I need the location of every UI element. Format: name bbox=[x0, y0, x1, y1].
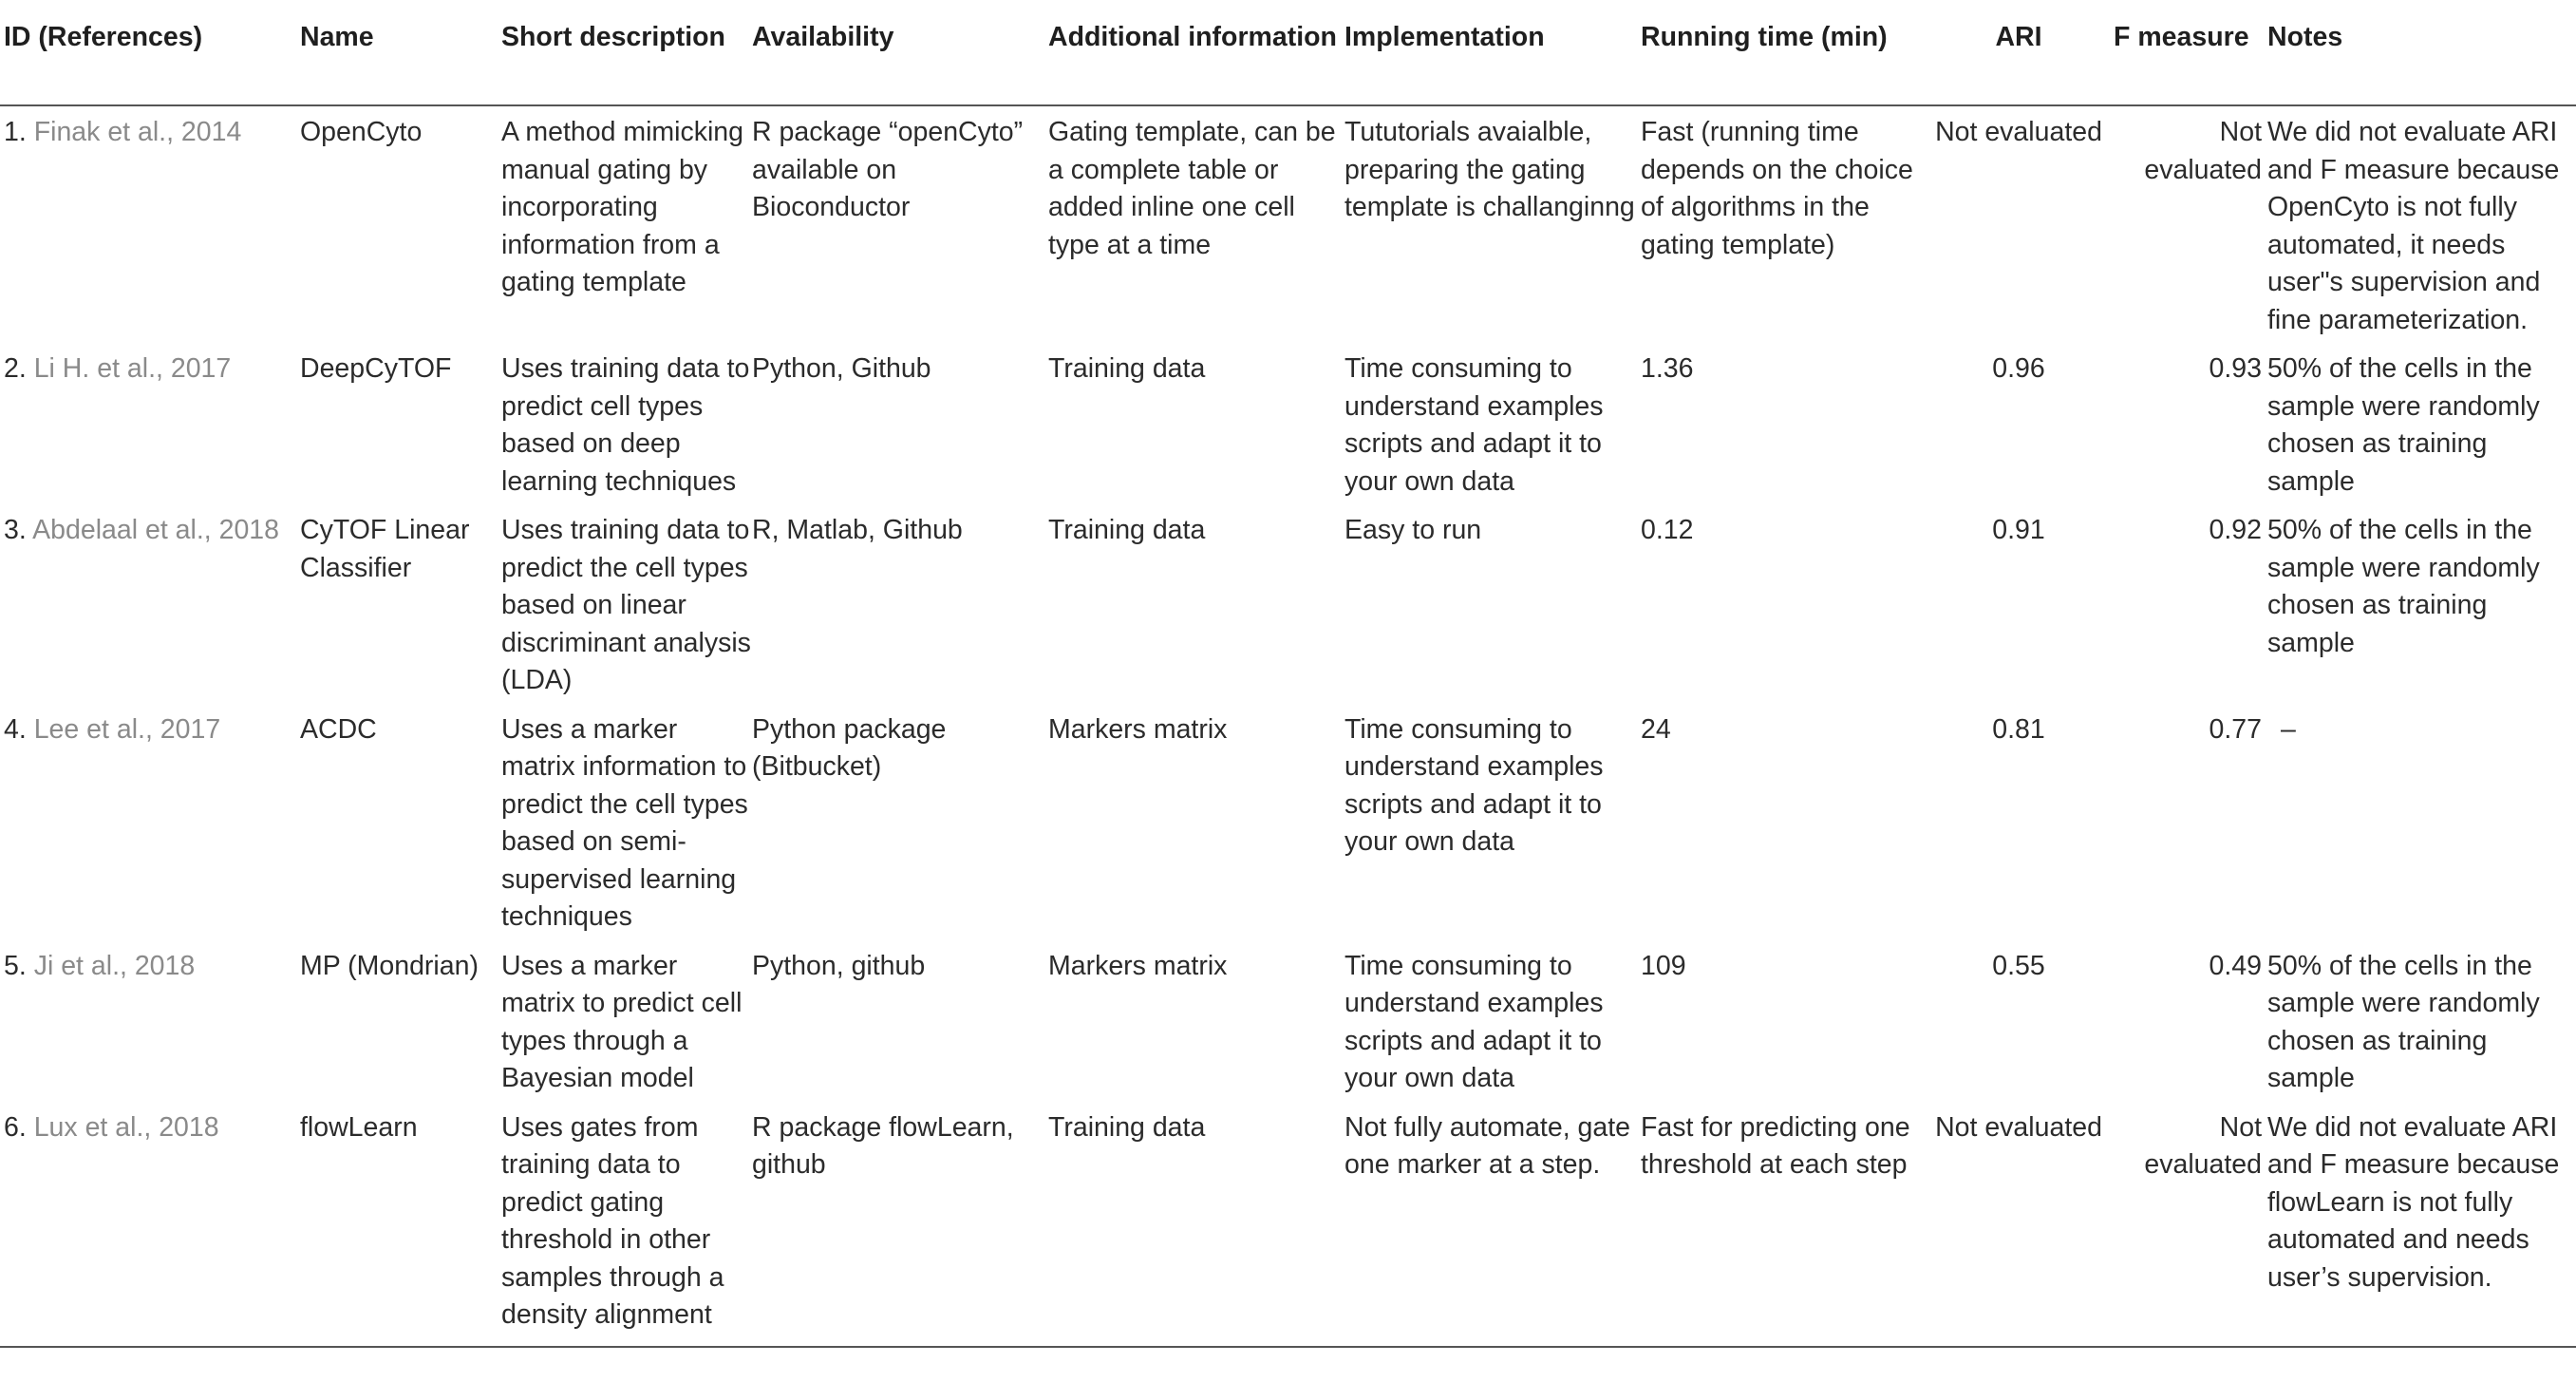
cell-ari: Not evaluated bbox=[1935, 1111, 2102, 1143]
cell-implementation: Time consuming to understand examples scripts and adapt it to your own data bbox=[1344, 950, 1604, 1093]
cell-id bbox=[0, 940, 300, 1102]
header-ari: ARI bbox=[1995, 22, 2042, 52]
row-number: 5. bbox=[4, 950, 27, 981]
header-short-description: Short description bbox=[501, 22, 725, 52]
cell-name: DeepCyTOF bbox=[300, 353, 452, 384]
cell-short-description: Uses a marker matrix to predict cell types through a Bayesian model bbox=[501, 950, 743, 1093]
cell-additional-information: Training data bbox=[1048, 1111, 1206, 1143]
cell-additional-information: Training data bbox=[1048, 353, 1206, 384]
header-additional-information: Additional information bbox=[1048, 22, 1337, 52]
table-row bbox=[0, 940, 2576, 1102]
table-header-row bbox=[0, 0, 2576, 105]
cell-availability: Python, github bbox=[752, 950, 926, 981]
cell-additional-information: Markers matrix bbox=[1048, 713, 1228, 745]
cell-short-description: Uses training data to predict the cell types based on linear discriminant analysis (LDA) bbox=[501, 515, 751, 695]
reference-link[interactable]: Finak et al., 2014 bbox=[33, 117, 242, 147]
cell-running-time: 24 bbox=[1641, 713, 1671, 745]
cell-notes: We did not evaluate ARI and F measure because flowLearn is not fully automated and needs user’s supervision. bbox=[2267, 1111, 2560, 1293]
cell-running-time: 1.36 bbox=[1641, 353, 1694, 384]
row-number: 1. bbox=[4, 117, 27, 147]
cell-running-time: 0.12 bbox=[1641, 515, 1694, 545]
cell-notes: 50% of the cells in the sample were randomly chosen as training sample bbox=[2267, 515, 2540, 658]
header-f-measure: F measure bbox=[2114, 22, 2249, 52]
cell-running-time: Fast (running time depends on the choice of algorithms in the gating template) bbox=[1641, 117, 1913, 260]
table-row bbox=[0, 1102, 2576, 1347]
cell-additional-information: Training data bbox=[1048, 515, 1206, 545]
cell-ari: Not evaluated bbox=[1935, 117, 2102, 147]
cell-additional-information: Gating template, can be a complete table or added inline one cell type at a time bbox=[1048, 117, 1336, 260]
cell-id bbox=[0, 343, 300, 504]
cell-notes: 50% of the cells in the sample were randomly chosen as training sample bbox=[2267, 353, 2540, 497]
cell-notes: We did not evaluate ARI and F measure because OpenCyto is not fully automated, it needs user"s supervision and fine parameterization. bbox=[2267, 117, 2560, 335]
cell-implementation: Tututorials avaialble, preparing the gating template is challanginng bbox=[1344, 117, 1635, 222]
cell-id bbox=[0, 105, 300, 343]
cell-f-measure: Not evaluated bbox=[2144, 117, 2262, 185]
cell-short-description: Uses a marker matrix information to predict the cell types based on semi-supervised learning techniques bbox=[501, 713, 748, 932]
cell-availability: R package flowLearn, github bbox=[752, 1111, 1014, 1180]
cell-f-measure: 0.93 bbox=[2209, 353, 2262, 384]
cell-name: CyTOF Linear Classifier bbox=[300, 515, 470, 583]
cell-short-description: Uses gates from training data to predict gating threshold in other samples through a density alignment bbox=[501, 1111, 724, 1330]
cell-implementation: Easy to run bbox=[1344, 515, 1482, 545]
cell-name: ACDC bbox=[300, 713, 377, 745]
cell-name: MP (Mondrian) bbox=[300, 950, 479, 981]
cell-name: OpenCyto bbox=[300, 117, 423, 147]
cell-id bbox=[0, 704, 300, 940]
cell-notes: 50% of the cells in the sample were randomly chosen as training sample bbox=[2267, 950, 2540, 1093]
reference-link[interactable]: Li H. et al., 2017 bbox=[33, 353, 232, 384]
cell-name: flowLearn bbox=[300, 1111, 418, 1143]
cell-ari: 0.81 bbox=[1992, 713, 2045, 745]
reference-link[interactable]: Ji et al., 2018 bbox=[33, 950, 196, 981]
reference-link[interactable]: Lee et al., 2017 bbox=[33, 713, 221, 745]
table-row bbox=[0, 704, 2576, 940]
cell-id bbox=[0, 504, 300, 704]
cell-ari: 0.91 bbox=[1992, 515, 2045, 545]
cell-availability: R package “openCyto” available on Bioconductor bbox=[752, 117, 1024, 222]
header-implementation: Implementation bbox=[1344, 22, 1545, 52]
table-row bbox=[0, 343, 2576, 504]
cell-availability: Python, Github bbox=[752, 353, 931, 384]
header-running-time: Running time (min) bbox=[1641, 22, 1888, 52]
row-number: 4. bbox=[4, 713, 27, 745]
cell-f-measure: Not evaluated bbox=[2144, 1111, 2262, 1180]
cell-f-measure: 0.92 bbox=[2209, 515, 2262, 545]
table-row bbox=[0, 504, 2576, 704]
cell-ari: 0.96 bbox=[1992, 353, 2045, 384]
cell-availability: Python package (Bitbucket) bbox=[752, 713, 947, 782]
cell-id bbox=[0, 1102, 300, 1347]
cell-availability: R, Matlab, Github bbox=[752, 515, 963, 545]
cell-additional-information: Markers matrix bbox=[1048, 950, 1228, 981]
cell-f-measure: 0.49 bbox=[2209, 950, 2262, 981]
header-id: ID (References) bbox=[4, 22, 203, 52]
row-number: 3. bbox=[4, 515, 27, 545]
cell-implementation: Time consuming to understand examples scripts and adapt it to your own data bbox=[1344, 353, 1604, 497]
cell-short-description: A method mimicking manual gating by incorporating information from a gating template bbox=[501, 117, 744, 297]
row-number: 2. bbox=[4, 353, 27, 384]
header-availability: Availability bbox=[752, 22, 894, 52]
reference-link[interactable]: Lux et al., 2018 bbox=[33, 1111, 219, 1143]
row-number: 6. bbox=[4, 1111, 27, 1143]
cell-implementation: Time consuming to understand examples scripts and adapt it to your own data bbox=[1344, 713, 1604, 857]
cell-f-measure: 0.77 bbox=[2209, 713, 2262, 745]
header-name: Name bbox=[300, 22, 374, 52]
reference-link[interactable]: Abdelaal et al., 2018 bbox=[32, 515, 280, 545]
header-notes: Notes bbox=[2267, 22, 2343, 52]
cell-implementation: Not fully automate, gate one marker at a step. bbox=[1344, 1111, 1631, 1180]
cell-notes: – bbox=[2281, 713, 2296, 745]
cell-short-description: Uses training data to predict cell types based on deep learning techniques bbox=[501, 353, 750, 497]
cell-running-time: 109 bbox=[1641, 950, 1686, 981]
cell-ari: 0.55 bbox=[1992, 950, 2045, 981]
cell-running-time: Fast for predicting one threshold at each step bbox=[1641, 1111, 1910, 1180]
table-row bbox=[0, 105, 2576, 343]
